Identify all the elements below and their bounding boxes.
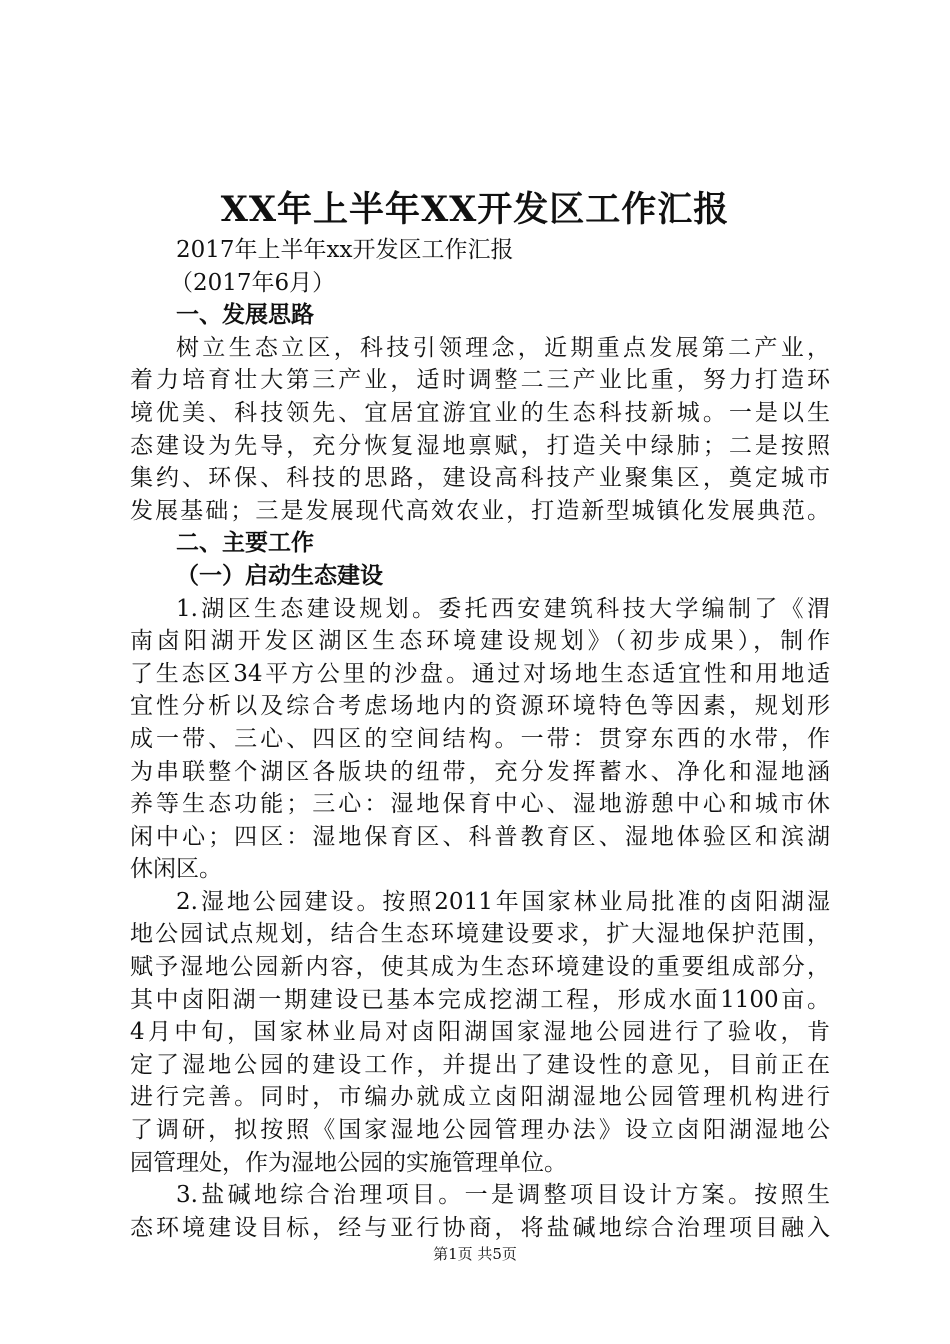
paragraph-line: 闲中心；四区：湿地保育区、科普教育区、湿地体验区和滨湖 <box>130 823 830 850</box>
paragraph-line: 为串联整个湖区各版块的纽带，充分发挥蓄水、净化和湿地涵 <box>130 758 830 785</box>
paragraph-line: 了生态区34平方公里的沙盘。通过对场地生态适宜性和用地适 <box>130 660 830 687</box>
paragraph-line: 地公园试点规划，结合生态环境建设要求，扩大湿地保护范围， <box>130 921 830 948</box>
paragraph-line: 1.湖区生态建设规划。委托西安建筑科技大学编制了《渭 <box>176 595 830 622</box>
paragraph-line: 养等生态功能；三心：湿地保育中心、湿地游憩中心和城市休 <box>130 791 830 818</box>
paragraph-line: 其中卤阳湖一期建设已基本完成挖湖工程，形成水面1100亩。 <box>130 986 830 1013</box>
section-heading: 一、发展思路 <box>176 302 314 329</box>
paragraph-line: 园管理处，作为湿地公园的实施管理单位。 <box>130 1149 567 1176</box>
paragraph-line: 赋予湿地公园新内容，使其成为生态环境建设的重要组成部分， <box>130 954 830 981</box>
page-footer: 第1页 共5页 <box>433 1245 517 1263</box>
date-line: （2017年6月） <box>170 269 336 296</box>
paragraph-line: 了调研，拟按照《国家湿地公园管理办法》设立卤阳湖湿地公 <box>130 1117 830 1144</box>
paragraph-line: 境优美、科技领先、宜居宜游宜业的生态科技新城。一是以生 <box>130 399 830 426</box>
paragraph-line: 3.盐碱地综合治理项目。一是调整项目设计方案。按照生 <box>176 1182 830 1209</box>
section-heading: 二、主要工作 <box>176 530 314 557</box>
paragraph-line: 树立生态立区，科技引领理念，近期重点发展第二产业， <box>176 334 830 361</box>
paragraph-line: 发展基础；三是发展现代高效农业，打造新型城镇化发展典范。 <box>130 497 830 524</box>
paragraph-line: 休闲区。 <box>130 856 222 883</box>
paragraph-line: 态建设为先导，充分恢复湿地禀赋，打造关中绿肺；二是按照 <box>130 432 830 459</box>
paragraph-line: 定了湿地公园的建设工作，并提出了建设性的意见，目前正在 <box>130 1051 830 1078</box>
paragraph-line: 宜性分析以及综合考虑场地内的资源环境特色等因素，规划形 <box>130 693 830 720</box>
document-title: XX年上半年XX开发区工作汇报 <box>220 189 730 230</box>
paragraph-line: 4月中旬，国家林业局对卤阳湖国家湿地公园进行了验收，肯 <box>130 1019 830 1046</box>
paragraph-line: 2.湿地公园建设。按照2011年国家林业局批准的卤阳湖湿 <box>176 888 830 915</box>
subtitle-line: 2017年上半年xx开发区工作汇报 <box>176 237 514 263</box>
paragraph-line: 集约、环保、科技的思路，建设高科技产业聚集区，奠定城市 <box>130 465 830 492</box>
paragraph-line: 南卤阳湖开发区湖区生态环境建设规划》（初步成果），制作 <box>130 628 830 655</box>
subsection-heading: （一）启动生态建设 <box>176 562 383 589</box>
paragraph-line: 态环境建设目标，经与亚行协商，将盐碱地综合治理项目融入 <box>130 1214 830 1241</box>
paragraph-line: 成一带、三心、四区的空间结构。一带：贯穿东西的水带，作 <box>130 725 830 752</box>
paragraph-line: 着力培育壮大第三产业，适时调整二三产业比重，努力打造环 <box>130 367 830 394</box>
document-body <box>130 234 830 1244</box>
paragraph-line: 进行完善。同时，市编办就成立卤阳湖湿地公园管理机构进行 <box>130 1084 830 1111</box>
